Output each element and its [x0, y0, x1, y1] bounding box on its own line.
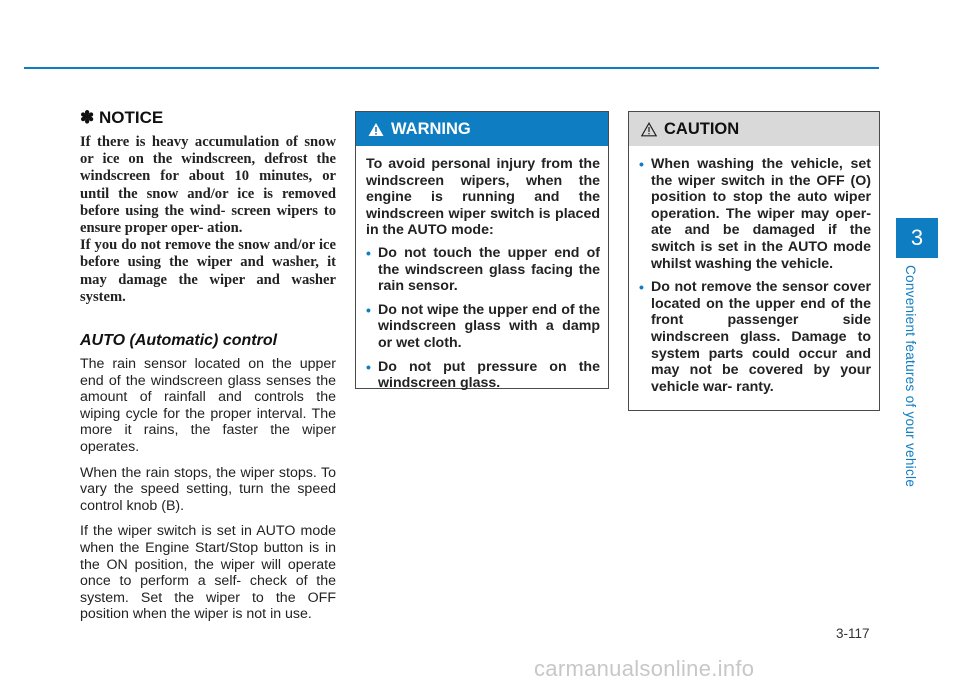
- list-item: • Do not wipe the upper end of the windscreen glass with a damp or wet cloth.: [366, 301, 600, 351]
- caution-box: [628, 111, 880, 411]
- notice-title: ✽ NOTICE: [80, 108, 164, 127]
- warning-title: WARNING: [391, 119, 471, 138]
- warning-box: [355, 111, 609, 392]
- list-item: • Do not put pressure on the windscreen glass.: [366, 358, 600, 392]
- section-title: AUTO (Automatic) control: [80, 332, 278, 350]
- caution-title: CAUTION: [664, 119, 740, 138]
- warning-content: [356, 146, 608, 392]
- page-number: 3-117: [836, 626, 870, 641]
- body-paragraph: When the rain stops, the wiper stops. To vary the speed setting, turn the speed control knob (B).: [80, 464, 336, 514]
- caution-triangle-icon: [641, 122, 657, 137]
- list-item: • Do not remove the sensor cover located on the upper end of the front passenger side windscreen glass. Damage to system parts could occur and may not be covered by your vehicle war- ranty.: [639, 279, 871, 395]
- watermark[interactable]: carmanualsonline.info: [534, 656, 755, 681]
- warning-header: [356, 112, 608, 146]
- list-item: • When washing the vehicle, set the wiper switch in the OFF (O) position to stop the auto wiper operation. The wiper may oper- ate and be damaged if the switch is set in the AUTO mode whilst washing the vehicle.: [639, 156, 871, 272]
- notice-paragraph: If there is heavy accumulation of snow or ice on the windscreen, defrost the windscreen for about 10 minutes, or until the snow and/or ice is removed before using the wind- screen wipers to ensure proper oper- ation.: [80, 134, 336, 237]
- chapter-tab[interactable]: 3: [896, 218, 938, 258]
- body-paragraph: The rain sensor located on the upper end of the windscreen glass senses the amount of rainfall and controls the wiping cycle for the proper interval. The more it rains, the faster the wiper operates.: [80, 356, 336, 455]
- list-item: • Do not touch the upper end of the windscreen glass facing the rain sensor.: [366, 244, 600, 295]
- header-rule: [24, 67, 879, 69]
- warning-list: [366, 245, 600, 392]
- warning-triangle-icon: [368, 122, 384, 137]
- bullet-icon: •: [366, 358, 371, 375]
- body-paragraph: If the wiper switch is set in AUTO mode when the Engine Start/Stop button is in the ON position, the wiper will operate once to perform a self- check of the system. Set the wiper to the OFF position when the wiper is not in use.: [80, 523, 336, 623]
- left-column: [80, 108, 336, 632]
- caution-header: [629, 112, 879, 146]
- caution-list: [639, 156, 871, 395]
- bullet-icon: •: [639, 279, 644, 296]
- bullet-icon: •: [366, 244, 371, 261]
- caution-content: [629, 146, 879, 395]
- bullet-icon: •: [639, 156, 644, 172]
- bullet-icon: •: [366, 301, 371, 318]
- notice-paragraph: If you do not remove the snow and/or ice before using the wiper and washer, it may damage the wiper and washer system.: [80, 237, 336, 305]
- warning-intro: To avoid personal injury from the windscreen wipers, when the engine is running and the windscreen wiper switch is placed in the AUTO mode:: [366, 156, 600, 239]
- chapter-title: Convenient features of your vehicle: [903, 265, 918, 488]
